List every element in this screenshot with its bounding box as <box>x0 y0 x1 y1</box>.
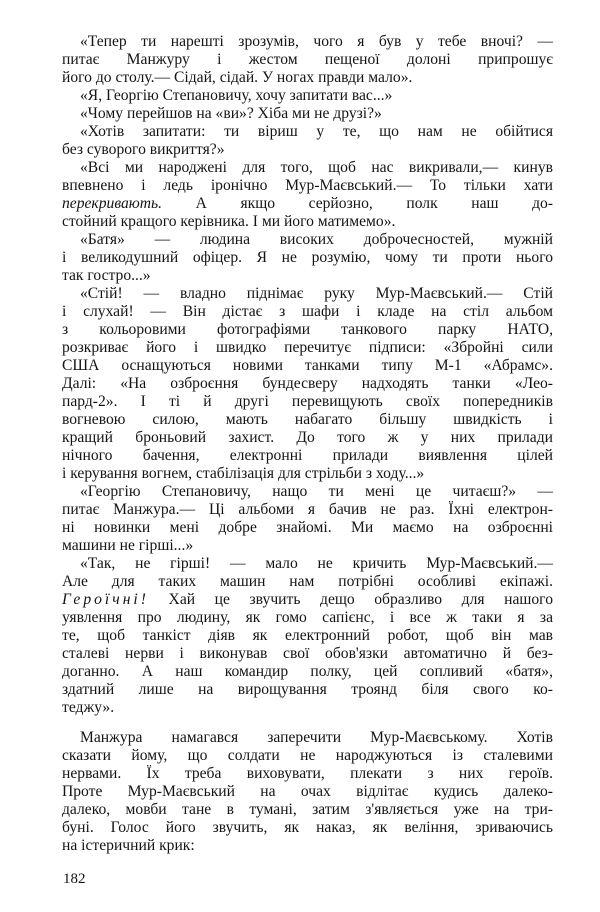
paragraph <box>62 87 553 105</box>
text-line: і великодушний офіцер. Я не розумію, чому ти проти нього <box>62 249 553 266</box>
text-line: буні. Голос його звучить, як наказ, як веління, зриваючись <box>62 819 553 836</box>
text-line: далеко, мовби тане в тумані, затим з'являється уже на три- <box>62 801 553 818</box>
text-line: теджу». <box>62 699 115 716</box>
text-line: Далі: «На озброєння бундесверу надходять танки «Лео- <box>62 375 553 392</box>
text-line: «Так, не гірші! — мало не кричить Мур-Маєвський.— <box>80 555 553 572</box>
text-line: США оснащуються новими танками типу М-1 «Абрамс». <box>62 357 553 374</box>
emphasized-text: Героїчні! <box>62 591 149 608</box>
text-line: і керування вогнем, стабілізація для стрільби з ходу...» <box>62 465 425 482</box>
text-segment: А якщо серйозно, полк наш до- <box>162 195 553 212</box>
paragraph <box>62 555 553 717</box>
text-line: ні новинки мені добре знайомі. Ми маємо на озброєнні <box>62 519 553 536</box>
page-number: 182 <box>63 871 86 887</box>
text-line: доганно. А наш командир полку, цей сопливий «батя», <box>62 663 553 680</box>
paragraph <box>62 159 553 231</box>
text-line: нічного бачення, електронні прилади виявлення цілей <box>62 447 553 464</box>
text-line: стойний кращого керівника. І ми його матимемо». <box>62 213 396 230</box>
paragraph <box>62 285 553 483</box>
text-line: без суворого викриття?» <box>62 141 225 158</box>
text-line: «Всі ми народжені для того, щоб нас викривали,— кинув <box>80 159 553 176</box>
text-line: питає Манжура.— Ці альбоми я бачив не раз. Їхні електрон- <box>62 501 553 518</box>
text-line: «Стій! — владно піднімає руку Мур-Маєвський.— Стій <box>80 285 553 302</box>
emphasized-text: перекривають. <box>62 195 163 212</box>
text-line: розкриває його і швидко перечитує підписи: «Збройні сили <box>62 339 553 356</box>
text-line: «Батя» — людина високих доброчесностей, мужній <box>80 231 553 248</box>
paragraph <box>62 105 553 123</box>
text-segment: Хай це звучить дещо образливо для нашого <box>148 591 553 608</box>
text-line: сталеві нерви і виконував свої обов'язки автоматично й без- <box>62 645 553 662</box>
text-line: впевнено і ледь іронічно Мур-Маєвський.— То тільки хати <box>62 177 553 194</box>
text-line: те, щоб танкіст діяв як електронний робот, щоб він мав <box>62 627 553 644</box>
paragraph <box>62 231 553 285</box>
text-line: «Чому перейшов на «ви»? Хіба ми не друзі?» <box>80 105 382 122</box>
text-line: кращий броньовий захист. До того ж у них прилади <box>62 429 553 446</box>
paragraph <box>62 123 553 159</box>
text-line: Манжура намагався заперечити Мур-Маєвському. Хотів <box>80 729 553 746</box>
text-line: пард-2». І ті й другі перевищують своїх попередників <box>62 393 553 410</box>
paragraph <box>62 33 553 87</box>
text-line: з кольоровими фотографіями танкового парку НАТО, <box>62 321 553 338</box>
text-line: так гостро...» <box>62 267 151 284</box>
paragraph <box>62 483 553 555</box>
text-line: вогневою силою, мають набагато більшу швидкість і <box>62 411 553 428</box>
text-line: «Георгію Степановичу, нащо ти мені це читаєш?» — <box>80 483 553 500</box>
text-line: і слухай! — Він дістає з шафи і кладе на стіл альбом <box>62 303 553 320</box>
text-line: уявлення про людину, як гомо сапієнс, і все ж таки я за <box>62 609 553 626</box>
book-page-text <box>62 33 553 855</box>
text-line: його до столу.— Сідай, сідай. У ногах правди мало». <box>62 69 413 86</box>
text-line: на істеричний крик: <box>62 837 195 854</box>
text-line: Проте Мур-Маєвський на очах відлітає кудись далеко- <box>62 783 553 800</box>
text-line <box>62 591 553 609</box>
paragraph <box>62 729 553 855</box>
text-line: «Тепер ти нарешті зрозумів, чого я був у тебе вночі? — <box>80 33 553 50</box>
text-line: Але для таких машин нам потрібні особливі екіпажі. <box>62 573 553 590</box>
text-line: питає Манжуру і жестом пещеної долоні припрошує <box>62 51 553 68</box>
text-line: «Я, Георгію Степановичу, хочу запитати вас...» <box>80 87 393 104</box>
text-line: здатний лише на вирощування троянд біля свого ко- <box>62 681 553 698</box>
text-line <box>62 195 553 213</box>
text-line: машини не гірші...» <box>62 537 194 554</box>
text-line: сказати йому, що солдати не народжуються із сталевими <box>62 747 553 764</box>
text-line: «Хотів запитати: ти віриш у те, що нам не обійтися <box>80 123 553 140</box>
text-line: нервами. Їх треба виховувати, плекати з них героїв. <box>62 765 553 782</box>
